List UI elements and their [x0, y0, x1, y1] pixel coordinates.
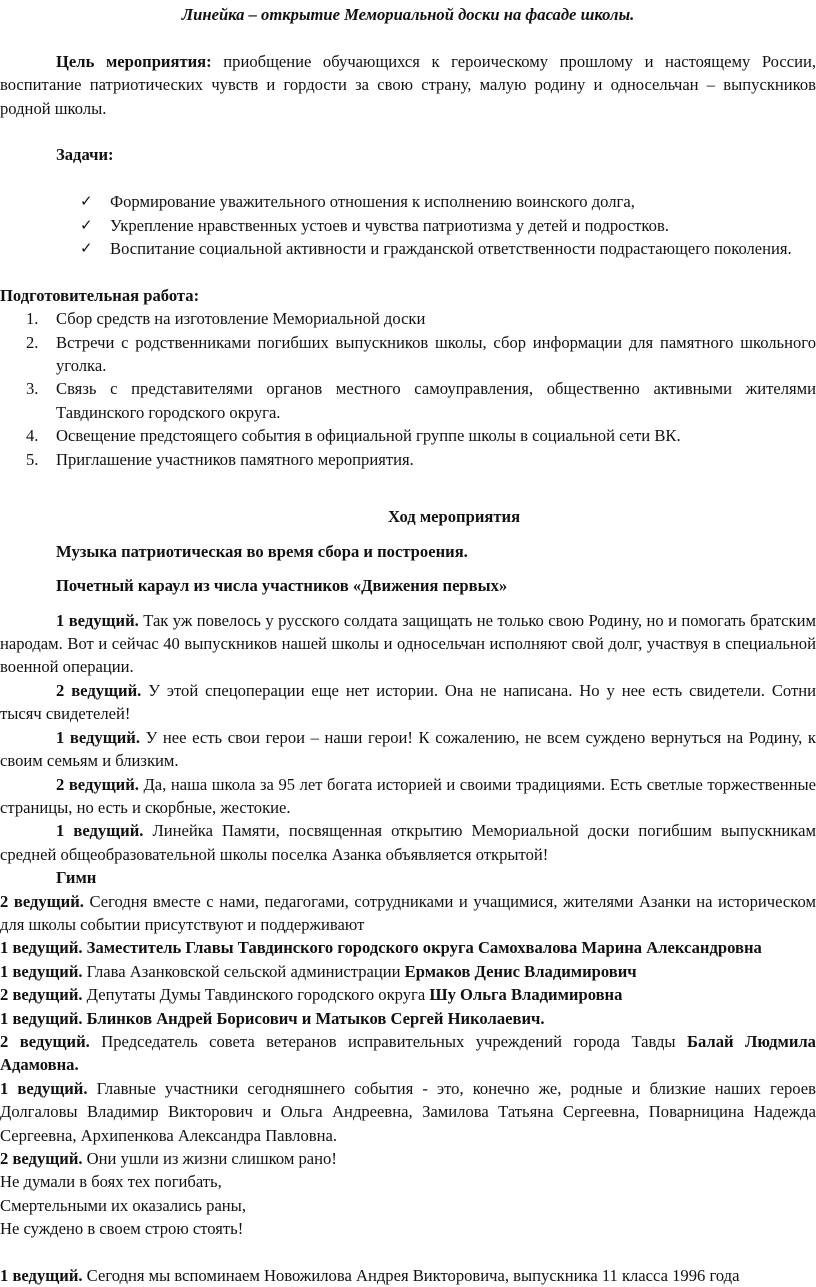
checkmark-icon: ✓: [80, 239, 93, 258]
task-text: Формирование уважительного отношения к исполнению воинского долга,: [110, 192, 635, 212]
dialogue-paragraph: [0, 1007, 816, 1030]
item-number: 2.: [26, 332, 39, 352]
item-number: 4.: [26, 426, 39, 446]
list-item: [26, 377, 816, 424]
dialogue-paragraph: [0, 819, 816, 866]
document-page: [0, 3, 816, 1287]
verse-line: Не думали в боях тех погибать,: [0, 1172, 222, 1192]
dialogue-paragraph: [0, 1147, 816, 1170]
spacer: [0, 598, 816, 609]
goal-text: приобщение обучающихся к героическому прошлому и настоящему России, воспитание патриотических чувств и гордости за свою страну, малую родину и односельчан – выпускников родной школы.: [0, 51, 816, 118]
guest-name: Шу Ольга Владимировна: [429, 985, 623, 1005]
item-number: 5.: [26, 449, 39, 469]
item-text: Связь с представителями органов местного самоуправления, общественно активными жителями Тавдинского городского округа.: [56, 379, 816, 422]
course-heading: [0, 505, 816, 528]
speaker-label: 1 ведущий.: [56, 610, 139, 630]
spacer: [0, 494, 816, 505]
list-item: [80, 190, 816, 213]
list-item: [26, 424, 816, 447]
guard-text: Почетный караул из числа участников «Движения первых»: [56, 576, 508, 596]
list-item: [26, 307, 816, 330]
item-text: Освещение предстоящего события в официальной группе школы в социальной сети ВК.: [56, 426, 681, 446]
speaker-label: 2 ведущий.: [56, 680, 142, 700]
item-text: Встречи с родственниками погибших выпускников школы, сбор информации для памятного школьного уголка.: [56, 332, 816, 376]
speaker-label: 1 ведущий.: [0, 1008, 83, 1028]
speaker-label: 1 ведущий.: [56, 727, 140, 747]
task-text: Воспитание социальной активности и гражданской ответственности подрастающего поколения.: [110, 239, 792, 259]
music-text: Музыка патриотическая во время сбора и построения.: [56, 541, 468, 561]
checkmark-icon: ✓: [80, 215, 93, 234]
prep-heading: [0, 284, 816, 307]
spacer: [0, 260, 816, 283]
speaker-label: 1 ведущий.: [0, 1266, 83, 1286]
speaker-label: 2 ведущий.: [0, 1149, 83, 1169]
dialogue-paragraph: [0, 983, 816, 1006]
speech-text: Да, наша школа за 95 лет богата историей и своими традициями. Есть светлые торжественные страницы, но есть и скорбные, жестокие.: [0, 774, 816, 817]
speaker-label: 2 ведущий.: [56, 774, 139, 794]
speaker-label: 1 ведущий.: [0, 961, 83, 981]
dialogue-paragraph: [0, 960, 816, 983]
verse-line: Смертельными их оказались раны,: [0, 1195, 246, 1215]
spacer: [0, 1241, 816, 1264]
item-number: 3.: [26, 379, 39, 399]
spacer: [0, 120, 816, 143]
speech-text: Сегодня мы вспоминаем Новожилова Андрея Викторовича, выпускника 11 класса 1996 года: [82, 1266, 740, 1286]
dialogue-paragraph: [0, 1030, 816, 1077]
speech-text: Председатель совета ветеранов исправительных учреждений города Тавды: [89, 1031, 687, 1051]
speaker-label: 2 ведущий.: [0, 985, 83, 1005]
spacer: [0, 167, 816, 190]
guest-name: Блинков Андрей Борисович и Матыков Сергей Николаевич.: [82, 1008, 545, 1028]
list-item: [80, 237, 816, 260]
prep-label: Подготовительная работа:: [0, 285, 200, 305]
guest-name: Заместитель Главы Тавдинского городского округа Самохвалова Марина Александровна: [82, 938, 762, 958]
tasks-list: [0, 190, 816, 260]
item-text: Приглашение участников памятного мероприятия.: [56, 449, 414, 469]
tasks-heading: [0, 143, 816, 166]
dialogue-paragraph: [0, 609, 816, 679]
spacer: [0, 26, 816, 49]
spacer: [0, 471, 816, 494]
speech-text: Главные участники сегодняшнего события - это, конечно же, родные и близкие наших героев Долгаловы Владимир Викторович и Ольга Андреевна, Замилова Татьяна Сергеевна, Поварницина Надежда Сергеевна, Архипенкова Александра Павловна.: [0, 1078, 816, 1145]
speaker-label: 2 ведущий.: [0, 1031, 90, 1051]
speech-text: Они ушли из жизни слишком рано!: [82, 1149, 337, 1169]
list-item: [26, 331, 816, 378]
task-text: Укрепление нравственных устоев и чувства патриотизма у детей и подростков.: [110, 215, 669, 235]
speaker-label: 2 ведущий.: [0, 891, 84, 911]
dialogue-paragraph: [0, 936, 816, 959]
speech-text: Депутаты Думы Тавдинского городского округа: [82, 985, 430, 1005]
verse-line: Не суждено в своем строю стоять!: [0, 1219, 244, 1239]
speaker-label: 1 ведущий.: [0, 938, 83, 958]
goal-label: Цель мероприятия:: [56, 51, 212, 71]
anthem-text: Гимн: [56, 868, 97, 888]
guest-name: Балай Людмила Адамовна.: [0, 1031, 816, 1075]
speech-text: Глава Азанковской сельской администрации: [82, 961, 405, 981]
list-item: [80, 214, 816, 237]
tasks-label: Задачи:: [56, 145, 114, 165]
speech-text: У нее есть свои герои – наши герои! К сожалению, не всем суждено вернуться на Родину, к своим семьям и близким.: [0, 727, 816, 771]
music-line: [0, 540, 816, 563]
dialogue-paragraph: [0, 773, 816, 820]
speech-text: Линейка Памяти, посвященная открытию Мемориальной доски погибшим выпускникам средней общеобразовательной школы поселка Азанка объявляется открытой!: [0, 821, 816, 864]
speech-text: Сегодня вместе с нами, педагогами, сотрудниками и учащимися, жителями Азанки на историческом для школы событии присутствуют и поддерживают: [0, 891, 816, 934]
item-text: Сбор средств на изготовление Мемориальной доски: [56, 309, 426, 329]
speech-text: У этой спецоперации еще нет истории. Она не написана. Но у нее есть свидетели. Сотни тысяч свидетелей!: [0, 680, 816, 724]
course-heading-text: Ход мероприятия: [388, 507, 521, 527]
dialogue-paragraph: [0, 1264, 816, 1287]
guest-name: Ермаков Денис Владимирович: [404, 961, 637, 981]
goal-paragraph: [0, 50, 816, 120]
speech-text: Так уж повелось у русского солдата защищать не только свою Родину, но и помогать братским народам. Вот и сейчас 40 выпускников нашей школы и односельчан исполняют свой долг, участвуя в специальной военной операции.: [0, 610, 816, 677]
dialogue-paragraph: [0, 726, 816, 773]
dialogue-paragraph: [0, 679, 816, 726]
document-title: Линейка – открытие Мемориальной доски на фасаде школы.: [181, 5, 635, 24]
spacer: [0, 563, 816, 574]
prep-list: [0, 307, 816, 471]
item-number: 1.: [26, 309, 39, 329]
anthem-line: [0, 866, 816, 889]
checkmark-icon: ✓: [80, 192, 93, 211]
list-item: [26, 448, 816, 471]
speaker-label: 1 ведущий.: [56, 821, 144, 841]
dialogue-paragraph: [0, 1077, 816, 1147]
guard-line: [0, 574, 816, 597]
speaker-label: 1 ведущий.: [0, 1078, 88, 1098]
spacer: [0, 529, 816, 540]
dialogue-paragraph: [0, 890, 816, 937]
